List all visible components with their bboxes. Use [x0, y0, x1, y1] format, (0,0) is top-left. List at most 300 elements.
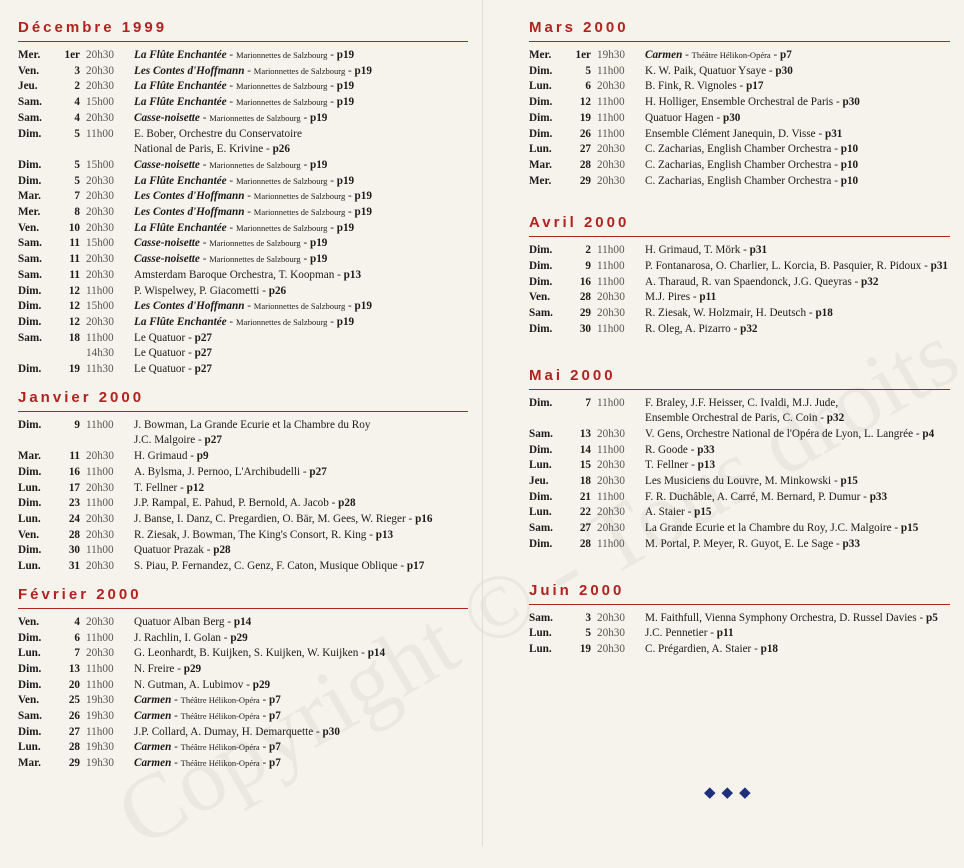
event-row: [18, 496, 468, 512]
event-description: La Flûte Enchantée - Marionnettes de Salzbourg - p19: [134, 96, 355, 109]
event-page-ref: p7: [780, 49, 792, 61]
event-company: Théâtre Hélikon-Opéra: [691, 50, 771, 60]
event-performers: La Grande Ecurie et la Chambre du Roy, J.C. Malgoire: [645, 522, 892, 535]
event-page-ref: p18: [815, 307, 833, 320]
month-title: Avril 2000: [529, 214, 630, 232]
event-date: 28: [579, 291, 591, 304]
event-time: 20h30: [597, 427, 625, 440]
event-description: National de Paris, E. Krivine - p26: [134, 143, 290, 156]
event-description: V. Gens, Orchestre National de l'Opéra de Lyon, L. Langrée - p4: [645, 427, 935, 440]
event-row: [18, 189, 468, 205]
event-date: 29: [579, 307, 591, 320]
event-day: Sam.: [529, 611, 553, 624]
event-date: 7: [585, 396, 591, 409]
event-date: 28: [68, 741, 80, 754]
month-title: Février 2000: [18, 585, 142, 603]
event-title: Carmen: [645, 49, 683, 61]
event-description: M. Portal, P. Meyer, R. Guyot, E. Le Sage - p33: [645, 537, 860, 550]
event-time: 20h30: [597, 506, 625, 519]
event-description: Casse-noisette - Marionnettes de Salzbourg - p19: [134, 237, 328, 250]
event-date: 5: [74, 158, 80, 171]
event-date: 15: [579, 459, 591, 472]
event-page-ref: p26: [272, 143, 290, 156]
event-day: Dim.: [18, 465, 42, 478]
event-row: [18, 127, 468, 143]
event-performers: M.J. Pires: [645, 291, 691, 304]
month-title: Mai 2000: [529, 366, 616, 384]
event-date: 10: [68, 221, 80, 234]
event-day: Lun.: [529, 627, 552, 640]
event-performers: National de Paris, E. Krivine: [134, 143, 264, 156]
event-time: 11h00: [597, 322, 625, 335]
event-day: Dim.: [18, 284, 42, 297]
event-time: 19h30: [86, 694, 114, 707]
event-day: Dim.: [529, 443, 553, 456]
event-day: Mar.: [529, 158, 552, 171]
event-time: 20h30: [86, 615, 114, 628]
event-date: 5: [585, 627, 591, 640]
event-title: Casse-noisette: [134, 253, 200, 266]
event-description: C. Zacharias, English Chamber Orchestra - p10: [645, 158, 859, 171]
event-description: [124, 418, 468, 434]
event-page-ref: p19: [354, 300, 372, 313]
event-time: 20h30: [86, 49, 114, 61]
event-date: 12: [68, 300, 80, 313]
divider-rule: [18, 41, 468, 42]
event-performers: J. Rachlin, I. Golan: [134, 631, 221, 644]
event-page-ref: p28: [213, 544, 231, 557]
event-time: 20h30: [86, 560, 114, 573]
event-date: [58, 346, 80, 362]
event-row: [18, 678, 468, 694]
event-page-ref: p19: [354, 64, 372, 77]
event-description: H. Grimaud, T. Mörk - p31: [645, 244, 768, 257]
event-row: [18, 158, 468, 174]
event-row: [18, 315, 468, 331]
event-company: Marionnettes de Salzbourg: [235, 316, 328, 327]
event-date: [58, 142, 80, 158]
event-time: 20h30: [597, 627, 625, 640]
event-row: [18, 79, 468, 95]
event-time: 20h30: [86, 221, 114, 234]
event-title: La Flûte Enchantée: [134, 96, 227, 109]
event-date: 24: [68, 512, 80, 525]
event-page-ref: p16: [415, 512, 433, 525]
event-performers: Quatuor Prazak: [134, 544, 204, 557]
event-time: 20h30: [86, 111, 114, 124]
event-page-ref: p27: [194, 363, 213, 376]
event-page-ref: p28: [338, 497, 356, 510]
event-page-ref: p27: [204, 434, 222, 447]
month-section: [18, 18, 468, 378]
event-day: Mer.: [529, 174, 552, 187]
event-title: Les Contes d'Hoffmann: [134, 190, 245, 203]
event-description: Carmen - Théâtre Hélikon-Opéra - p7: [645, 49, 792, 61]
event-row: [18, 709, 468, 725]
event-row: [18, 142, 468, 158]
event-time: 20h30: [597, 158, 625, 171]
event-description: J.P. Rampal, E. Pahud, P. Bernold, A. Jacob - p28: [134, 497, 356, 510]
column-left: [0, 0, 482, 846]
event-company: Théâtre Hélikon-Opéra: [180, 758, 260, 769]
event-time: 20h30: [86, 450, 114, 463]
event-performers: P. Wispelwey, P. Giacometti: [134, 284, 260, 297]
event-time: 19h30: [86, 741, 114, 754]
event-date: 6: [74, 631, 80, 644]
event-day: Dim.: [529, 111, 553, 124]
event-performers: P. Fontanarosa, O. Charlier, L. Korcia, B. Pasquier, R. Pidoux: [645, 260, 922, 273]
event-company: Marionnettes de Salzbourg: [209, 254, 301, 265]
event-time: 19h30: [597, 49, 625, 61]
event-page-ref: p11: [716, 627, 734, 640]
event-performers: J.P. Rampal, E. Pahud, P. Bernold, A. Jacob: [134, 497, 329, 510]
event-description: La Grande Ecurie et la Chambre du Roy, J.C. Malgoire - p15: [645, 522, 919, 535]
event-description: La Flûte Enchantée - Marionnettes de Salzbourg - p19: [134, 49, 355, 61]
event-page-ref: p18: [760, 642, 779, 655]
event-time: 19h30: [86, 757, 114, 770]
event-time: 20h30: [597, 174, 625, 187]
event-description: N. Freire - p29: [134, 662, 202, 675]
event-description: C. Prégardien, A. Staier - p18: [645, 642, 779, 655]
event-day: Dim.: [18, 662, 42, 675]
event-time: 20h30: [86, 80, 114, 93]
event-day: Jeu.: [18, 80, 38, 93]
event-date: 9: [585, 260, 591, 273]
month-title: Mars 2000: [529, 19, 629, 36]
event-performers: C. Zacharias, English Chamber Orchestra: [645, 158, 832, 171]
event-row: [18, 64, 468, 80]
event-time: 20h30: [86, 253, 114, 266]
event-time: 20h30: [597, 307, 625, 320]
event-performers: F. R. Duchâble, A. Carré, M. Bernard, P. Dumur: [645, 490, 861, 503]
event-description: Les Musiciens du Louvre, M. Minkowski - p15: [645, 475, 858, 488]
event-time: 11h00: [597, 111, 625, 124]
event-title: Carmen: [134, 694, 172, 707]
event-performers: J. Banse, I. Danz, C. Pregardien, O. Bär, M. Gees, W. Rieger: [134, 512, 406, 525]
event-date: 19: [579, 111, 591, 124]
event-row: [18, 559, 468, 575]
event-time: 11h00: [86, 725, 114, 738]
event-page-ref: p19: [309, 237, 328, 250]
event-date: 11: [69, 237, 80, 250]
event-description: R. Ziesak, W. Holzmair, H. Deutsch - p18: [645, 307, 833, 320]
event-date: 30: [68, 544, 80, 557]
event-title: Casse-noisette: [134, 111, 200, 124]
event-date: 2: [74, 80, 80, 93]
event-time: 15h00: [86, 237, 114, 250]
event-date: 13: [579, 427, 591, 440]
event-time: 20h30: [86, 268, 114, 281]
event-row: [18, 331, 468, 347]
event-date: 27: [579, 522, 591, 535]
event-performers: Ensemble Orchestral de Paris, C. Coin: [645, 412, 818, 425]
event-row: [18, 740, 468, 756]
event-row: [18, 725, 468, 741]
event-page-ref: p7: [269, 710, 281, 723]
event-description: Les Contes d'Hoffmann - Marionnettes de Salzbourg - p19: [134, 64, 372, 77]
event-page-ref: p9: [196, 450, 209, 463]
event-description: A. Tharaud, R. van Spaendonck, J.G. Queyras - p32: [645, 275, 879, 288]
event-time: 11h00: [597, 96, 625, 109]
event-page-ref: p15: [840, 475, 858, 488]
event-time: 20h30: [86, 647, 114, 660]
event-performers: Ensemble Clément Janequin, D. Visse: [645, 127, 816, 140]
event-time: 20h30: [86, 190, 114, 203]
event-row: [18, 174, 468, 190]
event-performers: M. Portal, P. Meyer, R. Guyot, E. Le Sage: [645, 537, 834, 550]
event-page-ref: p14: [367, 647, 386, 660]
event-performers: A. Tharaud, R. van Spaendonck, J.G. Queyras: [645, 275, 852, 288]
event-page-ref: p33: [842, 537, 860, 550]
right-footer: [482, 0, 964, 846]
event-time: 20h30: [597, 459, 625, 472]
event-day: Lun.: [529, 143, 552, 156]
event-time: 11h00: [86, 418, 114, 431]
event-performers: Quatuor Alban Berg: [134, 615, 225, 628]
event-day: Dim.: [529, 396, 553, 409]
event-day: Lun.: [18, 647, 41, 660]
event-date: 11: [69, 253, 80, 266]
event-date: 22: [579, 506, 591, 519]
event-time: 11h00: [86, 497, 114, 510]
event-date: 27: [68, 725, 80, 738]
event-description: T. Fellner - p13: [645, 459, 716, 472]
event-date: 4: [74, 96, 80, 109]
event-date: 4: [74, 111, 80, 124]
event-title: Carmen: [134, 710, 172, 723]
event-page-ref: p30: [722, 111, 741, 124]
event-description: Quatuor Alban Berg - p14: [134, 615, 252, 628]
event-page-ref: p27: [194, 331, 213, 344]
event-date: 30: [579, 322, 591, 335]
event-day: Dim.: [18, 544, 42, 557]
event-day: Dim.: [18, 725, 42, 738]
event-description: Casse-noisette - Marionnettes de Salzbourg - p19: [134, 111, 328, 124]
month-title: Juin 2000: [529, 581, 625, 599]
event-time: 20h30: [86, 315, 114, 328]
event-date: 5: [74, 174, 80, 187]
event-day: Dim.: [18, 418, 42, 431]
event-performers: R. Ziesak, W. Holzmair, H. Deutsch: [645, 307, 807, 320]
event-row: [18, 95, 468, 111]
event-date: 13: [68, 662, 80, 675]
event-page-ref: p19: [336, 315, 355, 328]
event-performers: Quatuor Hagen: [645, 111, 714, 124]
event-description: P. Fontanarosa, O. Charlier, L. Korcia, B. Pasquier, R. Pidoux - p31: [645, 260, 949, 273]
event-date: 12: [579, 96, 591, 109]
event-day: Lun.: [18, 481, 41, 494]
event-time: 15h00: [86, 96, 114, 109]
event-day: Dim.: [529, 244, 553, 257]
event-time: 20h30: [597, 291, 625, 304]
event-day: Mer.: [18, 49, 41, 61]
event-date: 17: [68, 481, 80, 494]
event-company: Marionnettes de Salzbourg: [235, 97, 328, 108]
event-row: [18, 418, 468, 434]
event-page-ref: p11: [699, 291, 717, 304]
event-page-ref: p26: [268, 284, 287, 297]
event-row: [18, 299, 468, 315]
event-description: M. Faithfull, Vienna Symphony Orchestra, D. Russel Davies - p5: [645, 611, 938, 624]
event-date: 5: [585, 64, 591, 77]
event-day: Mar.: [18, 757, 41, 770]
event-time: 20h30: [597, 143, 625, 156]
event-company: Marionnettes de Salzbourg: [235, 81, 328, 92]
event-page-ref: p7: [269, 757, 281, 770]
event-day: Ven.: [18, 64, 40, 77]
event-description: R. Ziesak, J. Bowman, The King's Consort, R. King - p13: [134, 528, 394, 541]
event-performers: J.P. Collard, A. Dumay, H. Demarquette: [134, 725, 314, 738]
event-page-ref: p5: [925, 611, 938, 624]
event-row: [18, 284, 468, 300]
event-performers: J. Bowman, La Grande Ecurie et la Chambre du Roy: [134, 418, 371, 431]
event-description: J. Rachlin, I. Golan - p29: [134, 631, 248, 644]
event-page-ref: p15: [694, 506, 712, 519]
event-date: 16: [579, 275, 591, 288]
event-day: Mar.: [18, 450, 41, 463]
event-time: 19h30: [86, 710, 114, 723]
event-date: 6: [585, 80, 591, 93]
event-day: Mer.: [529, 49, 552, 61]
event-time: 11h00: [597, 127, 625, 140]
event-title: La Flûte Enchantée: [134, 49, 227, 61]
event-description: C. Zacharias, English Chamber Orchestra - p10: [645, 143, 859, 156]
event-date: 20: [68, 678, 80, 691]
event-date: 18: [579, 475, 591, 488]
event-page-ref: p27: [309, 465, 327, 478]
event-day: Dim.: [18, 363, 42, 376]
event-page-ref: p7: [269, 694, 281, 707]
event-day: Sam.: [529, 427, 553, 440]
event-time: 20h30: [597, 80, 625, 93]
event-description: N. Gutman, A. Lubimov - p29: [134, 678, 271, 691]
event-time: 11h00: [86, 465, 114, 478]
event-page-ref: p30: [842, 96, 860, 109]
event-day: Dim.: [18, 678, 42, 691]
event-company: Marionnettes de Salzbourg: [235, 50, 328, 60]
event-description: A. Staier - p15: [645, 506, 712, 519]
event-row: [18, 646, 468, 662]
event-title: Les Contes d'Hoffmann: [134, 300, 245, 313]
event-company: Marionnettes de Salzbourg: [235, 222, 328, 233]
month-section: [18, 388, 468, 575]
event-time: 20h30: [86, 206, 114, 219]
event-date: 26: [579, 127, 591, 140]
event-row: [18, 693, 468, 709]
event-company: Marionnettes de Salzbourg: [209, 112, 301, 123]
event-time: 20h30: [86, 174, 114, 187]
event-time: 15h00: [86, 158, 114, 171]
event-day: Dim.: [529, 127, 553, 140]
event-company: Marionnettes de Salzbourg: [235, 175, 328, 186]
event-page-ref: p13: [343, 268, 362, 281]
event-page-ref: p19: [309, 158, 328, 171]
event-day: Dim.: [529, 490, 553, 503]
event-page-ref: p33: [869, 490, 888, 503]
event-description: H. Holliger, Ensemble Orchestral de Paris - p30: [645, 96, 860, 109]
event-day: Dim.: [18, 497, 42, 510]
event-page-ref: p19: [309, 111, 328, 124]
event-page-ref: p19: [354, 206, 372, 219]
event-date: 1er: [64, 49, 80, 61]
event-page-ref: p27: [194, 347, 213, 360]
event-row: [18, 205, 468, 221]
event-performers: G. Leonhardt, B. Kuijken, S. Kuijken, W. Kuijken: [134, 647, 359, 660]
event-time: 20h30: [597, 475, 625, 488]
event-title: Carmen: [134, 741, 172, 754]
event-company: Marionnettes de Salzbourg: [253, 191, 346, 202]
event-title: La Flûte Enchantée: [134, 80, 227, 93]
event-row: [18, 528, 468, 544]
event-day: Jeu.: [529, 475, 549, 488]
event-time: 11h00: [86, 678, 114, 691]
event-performers: Le Quatuor: [134, 331, 186, 344]
event-performers: J.C. Pennetier: [645, 627, 708, 640]
event-date: 11: [69, 268, 80, 281]
event-page-ref: p19: [336, 221, 355, 234]
event-time: 11h00: [86, 662, 114, 675]
event-title: Les Contes d'Hoffmann: [134, 64, 245, 77]
event-row: [18, 465, 468, 481]
event-time: 11h00: [86, 631, 114, 644]
event-date: 3: [585, 611, 591, 624]
event-date: 28: [68, 528, 80, 541]
divider-rule: [18, 411, 468, 412]
event-description: Les Contes d'Hoffmann - Marionnettes de Salzbourg - p19: [134, 206, 372, 219]
event-performers: C. Zacharias, English Chamber Orchestra: [645, 174, 832, 187]
event-day: Sam.: [18, 331, 42, 344]
month-title: Janvier 2000: [18, 388, 145, 406]
event-page-ref: p29: [252, 678, 271, 691]
event-description: Carmen - Théâtre Hélikon-Opéra - p7: [134, 710, 281, 723]
event-date: 21: [579, 490, 591, 503]
event-description: La Flûte Enchantée - Marionnettes de Salzbourg - p19: [134, 315, 355, 328]
event-title: Casse-noisette: [134, 158, 200, 171]
event-performers: C. Zacharias, English Chamber Orchestra: [645, 143, 832, 156]
event-company: Marionnettes de Salzbourg: [253, 65, 346, 76]
event-date: 2: [585, 244, 591, 257]
event-time: 11h00: [597, 396, 625, 409]
event-date: 5: [74, 127, 80, 140]
event-day: Dim.: [18, 315, 42, 328]
event-row: [18, 236, 468, 252]
event-description: Quatuor Hagen - p30: [645, 111, 741, 124]
event-date: 19: [579, 642, 591, 655]
event-date: 1er: [575, 49, 591, 61]
event-page-ref: p4: [922, 427, 935, 440]
event-date: 19: [68, 363, 80, 376]
event-time: 20h30: [597, 611, 625, 624]
event-time: 11h00: [597, 490, 625, 503]
event-date: [58, 433, 80, 449]
event-performers: T. Fellner: [134, 481, 178, 494]
event-time: 11h00: [597, 275, 625, 288]
event-day: [18, 346, 58, 362]
event-day: Dim.: [18, 174, 42, 187]
event-date: 3: [74, 64, 80, 77]
event-page-ref: p33: [697, 443, 715, 456]
event-title: Casse-noisette: [134, 237, 200, 250]
event-date: 14: [579, 443, 591, 456]
event-page-ref: p10: [840, 174, 859, 187]
event-time: 15h00: [86, 300, 114, 313]
event-description: [124, 127, 468, 143]
event-title: Carmen: [134, 757, 172, 770]
event-day: Sam.: [18, 268, 42, 281]
event-day: Lun.: [529, 80, 552, 93]
event-date: 23: [68, 497, 80, 510]
event-company: Marionnettes de Salzbourg: [253, 301, 346, 312]
